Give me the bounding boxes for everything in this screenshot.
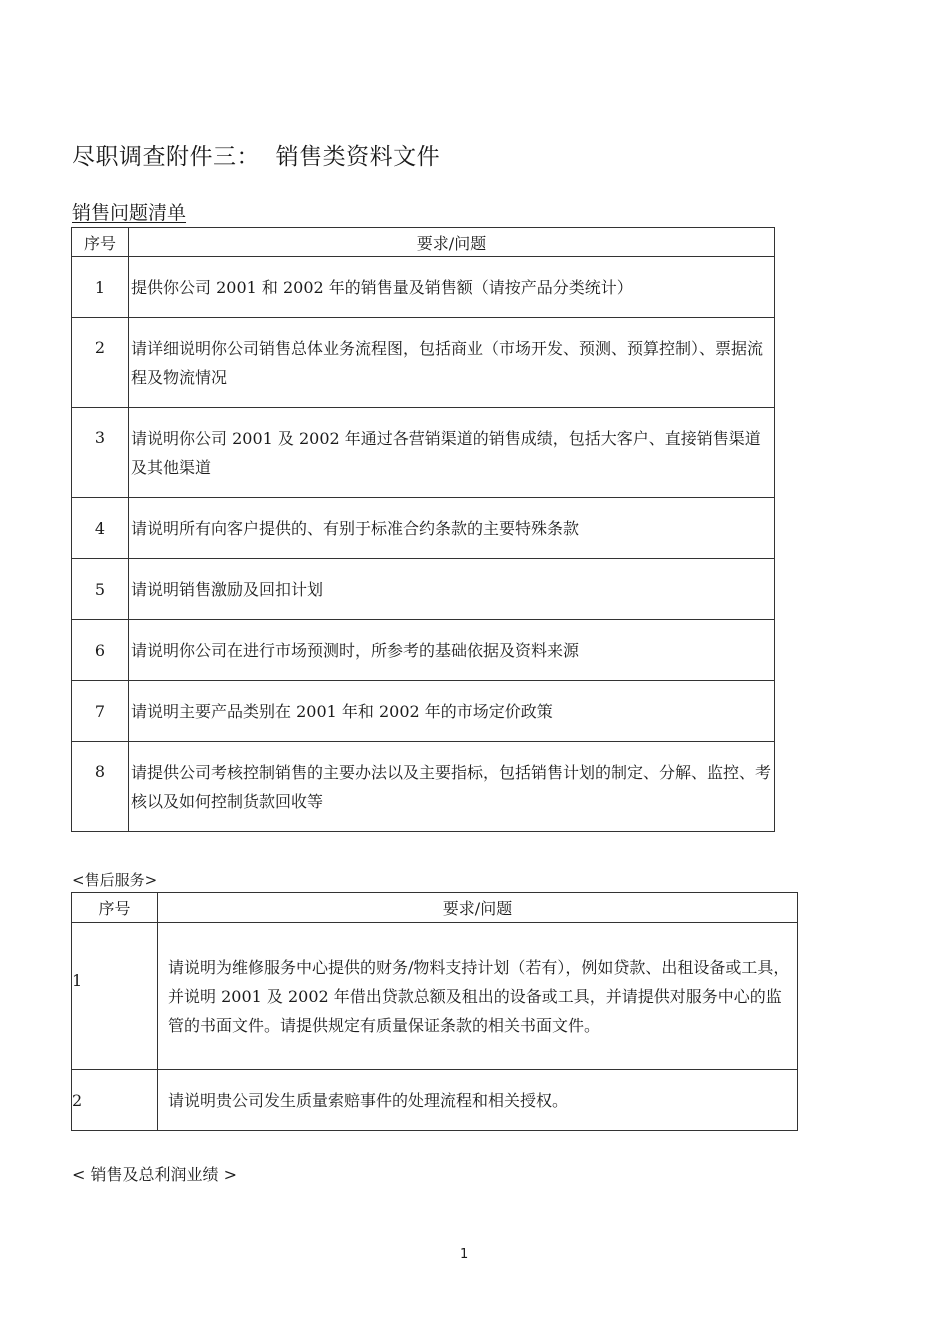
table-header-row [72, 893, 798, 923]
row-question: 请说明你公司 2001 及 2002 年通过各营销渠道的销售成绩，包括大客户、直接销售渠道及其他渠道 [129, 408, 775, 498]
table-row [72, 681, 775, 742]
table-row [72, 559, 775, 620]
row-question: 请说明为维修服务中心提供的财务/物料支持计划（若有），例如贷款、出租设备或工具，并说明 2001 及 2002 年借出贷款总额及租出的设备或工具，并请提供对服务中心的监管的书面文件。请提供规定有质量保证条款的相关书面文件。 [158, 923, 798, 1070]
row-question: 提供你公司 2001 和 2002 年的销售量及销售额（请按产品分类统计） [129, 257, 775, 318]
row-question: 请详细说明你公司销售总体业务流程图，包括商业（市场开发、预测、预算控制）、票据流程及物流情况 [129, 318, 775, 408]
table-row [72, 318, 775, 408]
row-number: 5 [72, 559, 129, 620]
row-question: 请说明销售激励及回扣计划 [129, 559, 775, 620]
after-sales-table [71, 892, 798, 1131]
table-row [72, 498, 775, 559]
column-header-question: 要求/问题 [129, 228, 775, 257]
row-question: 请说明你公司在进行市场预测时，所参考的基础依据及资料来源 [129, 620, 775, 681]
section-title-sales-profit: < 销售及总利润业绩 > [72, 1165, 237, 1184]
table-row [72, 408, 775, 498]
column-header-number: 序号 [72, 228, 129, 257]
column-header-question: 要求/问题 [158, 893, 798, 923]
row-number: 7 [72, 681, 129, 742]
sales-question-table [71, 227, 775, 832]
section-title-after-sales: <售后服务> [72, 871, 158, 889]
row-question: 请说明所有向客户提供的、有别于标准合约条款的主要特殊条款 [129, 498, 775, 559]
row-number: 1 [72, 923, 158, 1070]
row-number: 3 [72, 408, 129, 498]
row-question: 请提供公司考核控制销售的主要办法以及主要指标，包括销售计划的制定、分解、监控、考核以及如何控制货款回收等 [129, 742, 775, 832]
table-row [72, 620, 775, 681]
table-row [72, 1070, 798, 1131]
row-number: 1 [72, 257, 129, 318]
row-number: 4 [72, 498, 129, 559]
table-row [72, 257, 775, 318]
page-title: 尽职调查附件三： 销售类资料文件 [72, 144, 441, 170]
table-row [72, 742, 775, 832]
row-number: 2 [72, 318, 129, 408]
table-header-row [72, 228, 775, 257]
row-number: 2 [72, 1070, 158, 1131]
row-question: 请说明贵公司发生质量索赔事件的处理流程和相关授权。 [158, 1070, 798, 1131]
column-header-number: 序号 [72, 893, 158, 923]
row-number: 8 [72, 742, 129, 832]
section-title-sales: 销售问题清单 [72, 202, 187, 224]
row-number: 6 [72, 620, 129, 681]
row-question: 请说明主要产品类别在 2001 年和 2002 年的市场定价政策 [129, 681, 775, 742]
table-row [72, 923, 798, 1070]
page-number: 1 [460, 1247, 469, 1262]
